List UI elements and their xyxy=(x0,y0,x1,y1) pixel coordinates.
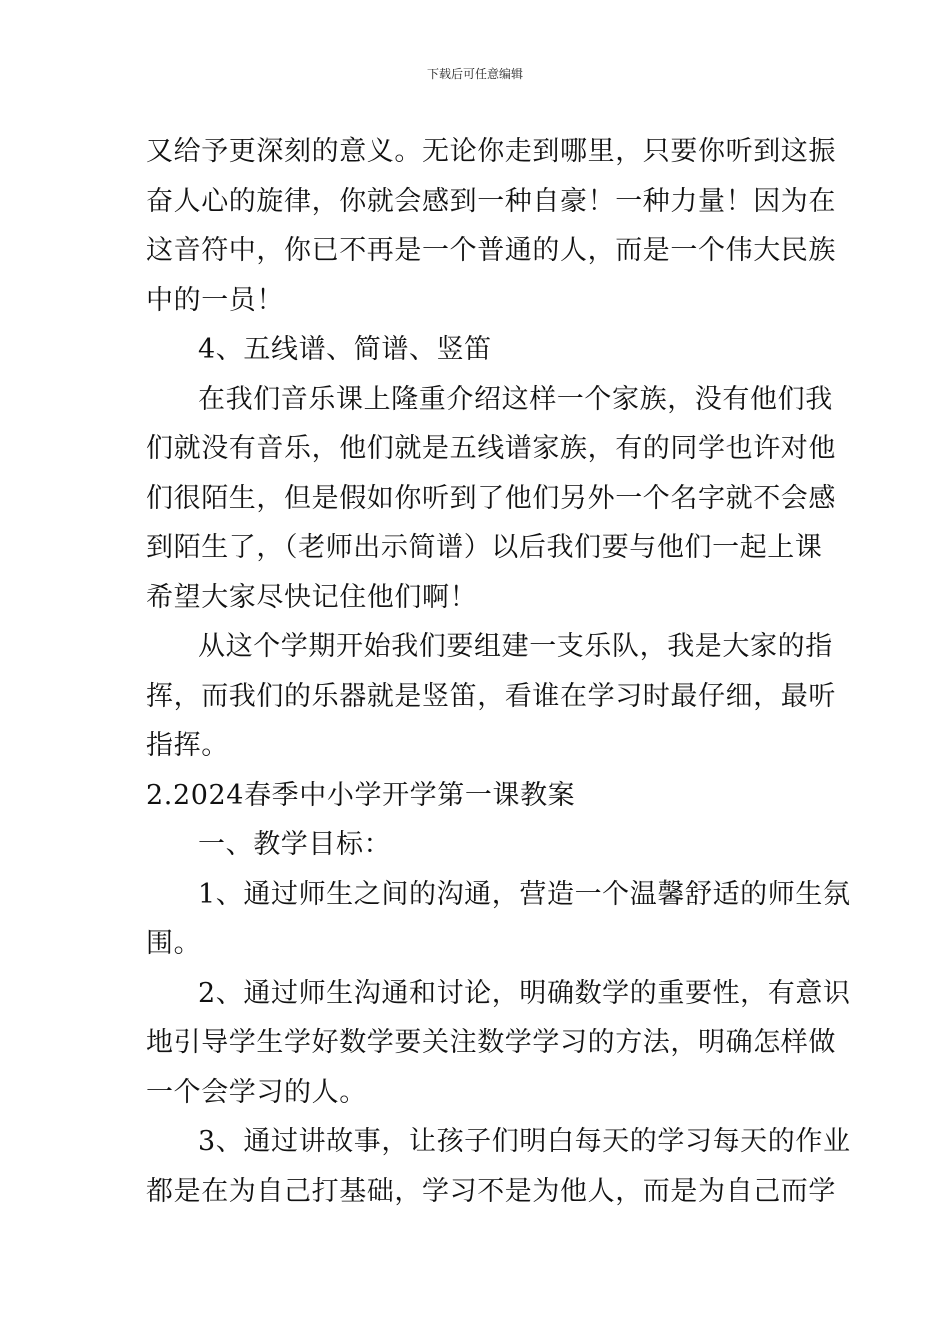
text-line: 指挥。 xyxy=(146,730,229,761)
text-line: 这音符中，你已不再是一个普通的人，而是一个伟大民族 xyxy=(146,235,836,266)
text-line: 1、通过师生之间的沟通，营造一个温馨舒适的师生氛 xyxy=(198,878,851,910)
text-line: 从这个学期开始我们要组建一支乐队，我是大家的指 xyxy=(198,631,833,662)
text-line: 们就没有音乐，他们就是五线谱家族，有的同学也许对他 xyxy=(146,433,836,464)
text-line: 奋人心的旋律，你就会感到一种自豪！一种力量！因为在 xyxy=(146,185,836,217)
text-line: 地引导学生学好数学要关注数学学习的方法，明确怎样做 xyxy=(146,1027,836,1058)
text-line: 们很陌生，但是假如你听到了他们另外一个名字就不会感 xyxy=(146,482,836,514)
section-heading: 4、五线谱、简谱、竖笛 xyxy=(198,334,492,365)
text-line: 又给予更深刻的意义。无论你走到哪里，只要你听到这振 xyxy=(146,136,836,167)
text-line: 2、通过师生沟通和讨论，明确数学的重要性，有意识 xyxy=(198,977,851,1009)
text-line: 中的一员！ xyxy=(146,284,284,316)
text-line: 3、通过讲故事，让孩子们明白每天的学习每天的作业 xyxy=(198,1126,851,1157)
text-line: 围。 xyxy=(146,928,202,959)
text-line: 到陌生了，（老师出示简谱）以后我们要与他们一起上课 xyxy=(146,532,823,563)
section-heading: 一、教学目标： xyxy=(198,829,392,860)
document-title: 2.2024春季中小学开学第一课教案 xyxy=(146,779,576,811)
text-line: 希望大家尽快记住他们啊！ xyxy=(146,581,478,613)
text-line: 都是在为自己打基础，学习不是为他人，而是为自己而学 xyxy=(146,1175,836,1207)
page-header: 下载后可任意编辑 xyxy=(426,67,523,81)
text-line: 挥，而我们的乐器就是竖笛，看谁在学习时最仔细，最听 xyxy=(146,680,836,712)
text-line: 在我们音乐课上隆重介绍这样一个家族，没有他们我 xyxy=(198,383,833,415)
document-body xyxy=(146,127,851,1216)
text-line: 一个会学习的人。 xyxy=(146,1076,367,1108)
